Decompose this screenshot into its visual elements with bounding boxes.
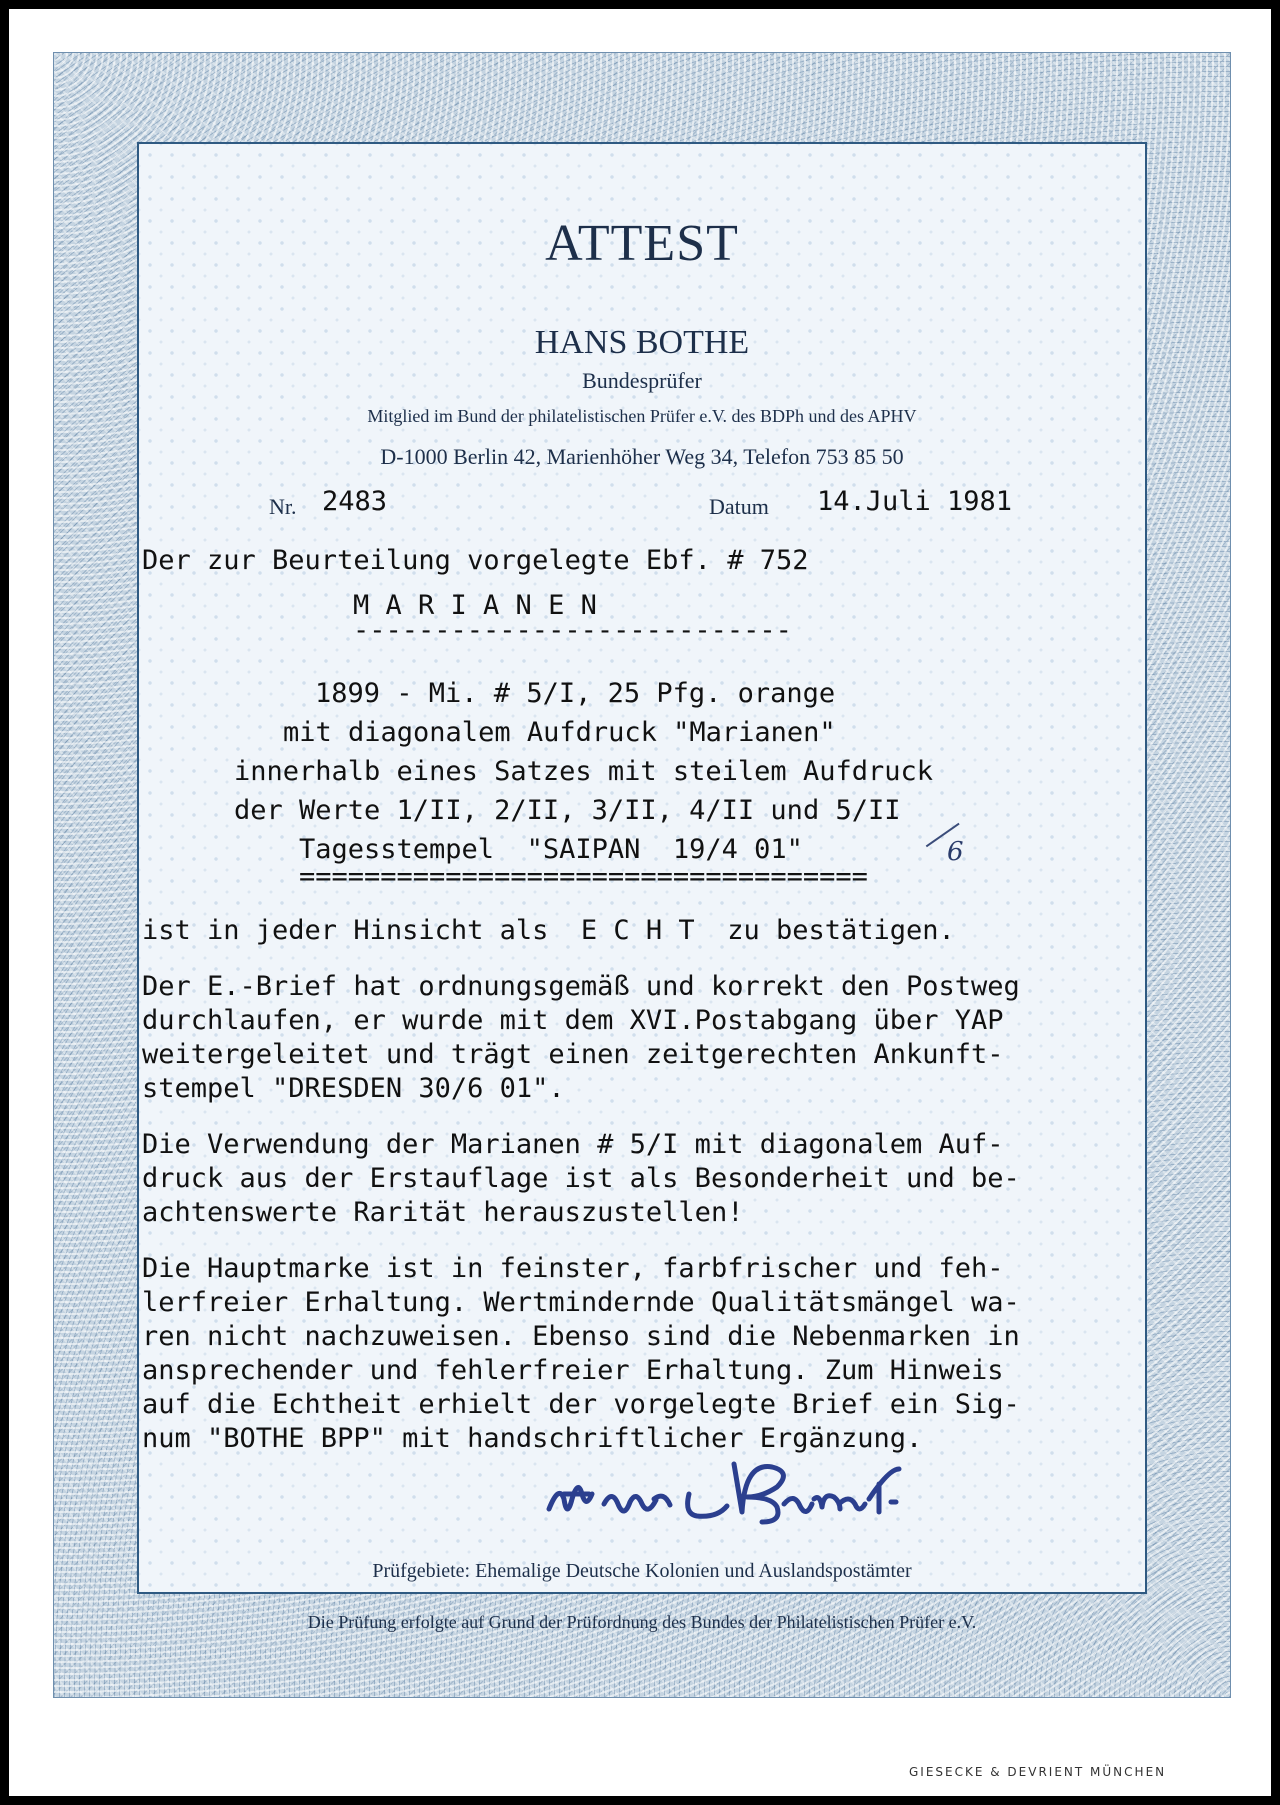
para1-line: stempel "DRESDEN 30/6 01". [142, 1073, 565, 1104]
para1-line: durchlaufen, er wurde mit dem XVI.Postabgang über YAP [142, 1005, 1004, 1036]
para3-line: ren nicht nachzuweisen. Ebenso sind die Nebenmarken in [142, 1321, 1020, 1352]
description-line-1: 1899 - Mi. # 5/I, 25 Pfg. orange [315, 678, 836, 709]
examination-rules: Die Prüfung erfolgte auf Grund der Prüfordnung des Bundes der Philatelistischen Prüfer e.V. [307, 1612, 977, 1632]
description-line-5: Tagesstempel "SAIPAN 19/4 01" [299, 834, 803, 865]
attest-title: ATTEST [545, 215, 739, 272]
date-label: Datum [709, 494, 769, 519]
number-label: Nr. [269, 494, 297, 519]
description-line-4: der Werte 1/II, 2/II, 3/II, 4/II und 5/II [234, 795, 901, 826]
para3-line: lerfreier Erhaltung. Wertmindernde Qualitätsmängel wa- [142, 1287, 1020, 1318]
address-line: D-1000 Berlin 42, Marienhöher Weg 34, Telefon 753 85 50 [380, 444, 904, 469]
certificate-sheet [9, 9, 1271, 1796]
description-line-2: mit diagonalem Aufdruck "Marianen" [283, 717, 836, 748]
para1-line: weitergeleitet und trägt einen zeitgerechten Ankunft- [142, 1039, 1004, 1070]
verdict-line: ist in jeder Hinsicht als E C H T zu bestätigen. [142, 915, 955, 946]
equals-rule: =================================== [299, 861, 868, 892]
para3-line: Die Hauptmarke ist in feinster, farbfrischer und feh- [142, 1253, 1004, 1284]
para3-line: num "BOTHE BPP" mit handschriftlicher Ergänzung. [142, 1423, 923, 1454]
handwritten-signature [539, 1454, 959, 1534]
examination-areas: Prüfgebiete: Ehemalige Deutsche Kolonien und Auslandspostämter [372, 1560, 912, 1582]
membership-line: Mitglied im Bund der philatelistischen Prüfer e.V. des BDPh und des APHV [367, 406, 917, 426]
description-line-3: innerhalb eines Satzes mit steilem Aufdruck [234, 756, 933, 787]
handwritten-note: 6 [947, 837, 964, 867]
certificate-number: 2483 [322, 486, 388, 517]
intro-line: Der zur Beurteilung vorgelegte Ebf. # 752 [142, 545, 809, 576]
para3-line: auf die Echtheit erhielt der vorgelegte Brief ein Sig- [142, 1389, 1020, 1420]
certificate-date: 14.Juli 1981 [817, 486, 1013, 517]
para2-line: druck aus der Erstauflage ist als Besonderheit und be- [142, 1163, 1020, 1194]
examiner-name: HANS BOTHE [534, 324, 750, 361]
dash-rule: --------------------------- [353, 615, 792, 646]
examiner-role: Bundesprüfer [582, 368, 702, 393]
para1-line: Der E.-Brief hat ordnungsgemäß und korrekt den Postweg [142, 971, 1020, 1002]
printer-imprint: GIESECKE & DEVRIENT MÜNCHEN [909, 1765, 1167, 1779]
para2-line: achtenswerte Rarität herauszustellen! [142, 1197, 744, 1228]
region-heading: M A R I A N E N [353, 590, 597, 621]
para2-line: Die Verwendung der Marianen # 5/I mit diagonalem Auf- [142, 1129, 1004, 1160]
certificate-panel [137, 142, 1147, 1632]
para3-line: ansprechender und fehlerfreier Erhaltung. Zum Hinweis [142, 1355, 1004, 1386]
